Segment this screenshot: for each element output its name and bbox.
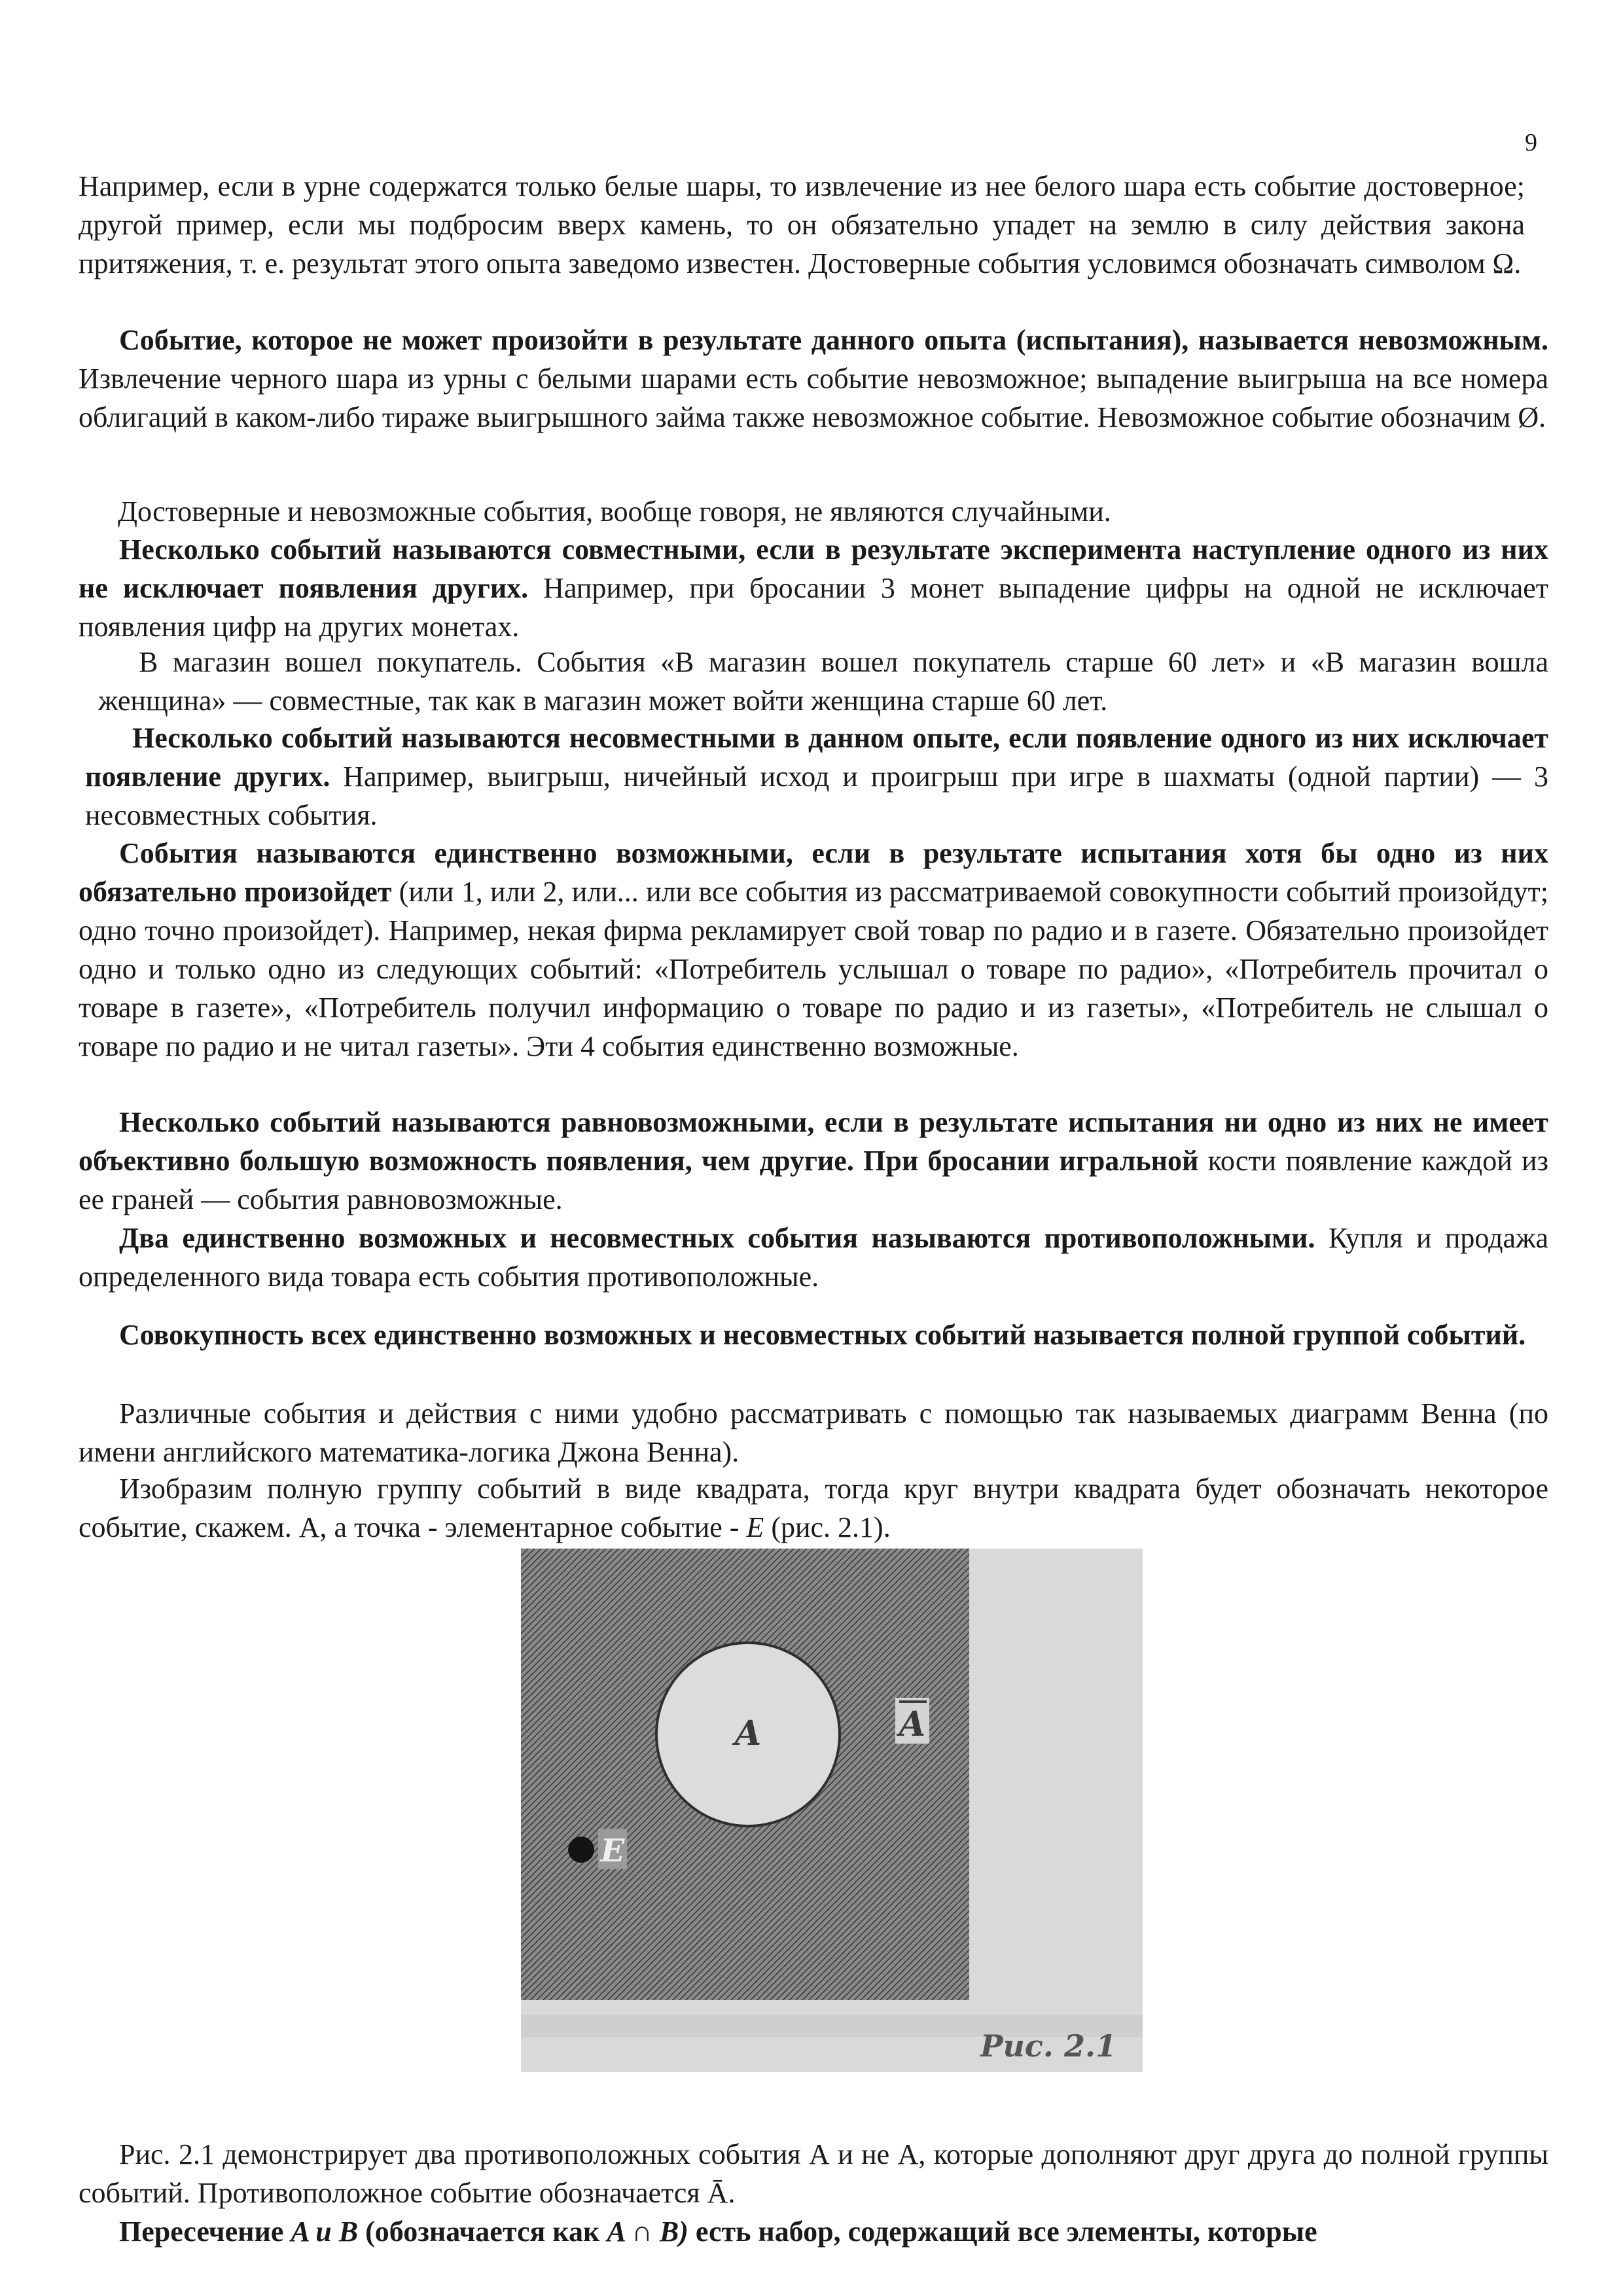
text-incompatible-example: Например, выигрыш, ничейный исход и проигрыш при игре в шахматы (одной партии) — 3 несовместных события. <box>85 761 1548 831</box>
paragraph-figure-explanation: Рис. 2.1 демонстрирует два противоположных события А и не А, которые дополняют друг друга до полной группы событий. Противоположное событие обозначается Ā. <box>79 2138 1548 2209</box>
definition-equally-possible: Несколько событий называются равновозможными, если в результате испытания ни одно из них не имеет объективно большую возможность появления, чем другие. При бросании игральной <box>79 1106 1548 1177</box>
page-number: 9 <box>1525 129 1537 156</box>
text-venn-square: Изобразим полную группу событий в виде квадрата, тогда круг внутри квадрата будет обозначать некоторое событие, скажем. А, а точка - элементарное событие - <box>79 1473 1548 1543</box>
paragraph-venn-intro: Различные события и действия с ними удобно рассматривать с помощью так называемых диаграмм Венна (по имени английского математика-логика Джона Венна). <box>79 1397 1548 1468</box>
text-set-containing: есть набор, содержащий все элементы, которые <box>688 2215 1317 2248</box>
definition-only-possible: События называются единственно возможными, если в результате испытания хотя бы одно из них обязательно произойдет <box>79 837 1548 908</box>
label-not-a: A <box>899 1704 926 1744</box>
text-impossible-examples: Извлечение черного шара из урны с белыми шарами есть событие невозможное; выпадение выигрыша на все номера облигаций в каком-либо тираже выигрышного займа также невозможное событие. Невозможное событие обозначим Ø. <box>79 363 1548 433</box>
definition-compatible: Несколько событий называются совместными, если в результате эксперимента наступление одного из них не исключает появления других. <box>79 533 1548 604</box>
definition-impossible: Событие, которое не может произойти в результате данного опыта (испытания), называется невозможным. <box>119 324 1548 356</box>
paragraph-not-random: Достоверные и невозможные события, вообще говоря, не являются случайными. <box>118 495 1111 528</box>
paragraph-equally-possible-events <box>79 1103 1548 1219</box>
figure-caption: Рис. 2.1 <box>980 2028 1116 2064</box>
text-denoted-as: (обозначается как <box>358 2215 607 2248</box>
paragraph-shop-example: В магазин вошел покупатель. События «В магазин вошел покупатель старше 60 лет» и «В магазин вошла женщина» — совместные, так как в магазин может войти женщина старше 60 лет. <box>98 646 1548 717</box>
elementary-event-point <box>568 1837 594 1863</box>
definition-opposite: Два единственно возможных и несовместных события называются противоположными. <box>119 1222 1315 1254</box>
symbol-a-cap-b: A ∩ B) <box>607 2215 688 2248</box>
paragraph-incompatible-events <box>85 719 1548 834</box>
paragraph-intersection <box>79 2212 1548 2251</box>
paragraph-compatible-events <box>79 530 1548 646</box>
paragraph-complete-group: Совокупность всех единственно возможных и несовместных событий называется полной группой событий. <box>119 1319 1526 1351</box>
paragraph-certain-events: Например, если в урне содержатся только белые шары, то извлечение из нее белого шара есть событие достоверное; другой пример, если мы подбросим вверх камень, то он обязательно упадет на землю в силу действия закона притяжения, т. е. результат этого опыта заведомо известен. Достоверные события условимся обозначать символом Ω. <box>79 170 1525 279</box>
paragraph-venn-square <box>79 1469 1548 1547</box>
symbol-a-and-b: A и B <box>291 2215 359 2248</box>
label-a: A <box>734 1713 762 1753</box>
paragraph-only-possible-events <box>79 834 1548 1066</box>
text-only-possible-example: (или 1, или 2, или... или все события из рассматриваемой совокупности событий произойдут; одно точно произойдет). Например, некая фирма рекламирует свой товар по радио и в газете. Обязательно произойдет одно и только одно из следующих событий: «Потребитель услышал о товаре по радио», «Потребитель прочитал о товаре в газете», «Потребитель получил информацию о товаре по радио и из газеты», «Потребитель не слышал о товаре по радио и не читал газеты». Эти 4 события единственно возможные. <box>79 876 1548 1062</box>
text-figure-ref: (рис. 2.1). <box>764 1511 891 1543</box>
venn-diagram <box>521 1549 1143 2072</box>
text-intersection: Пересечение <box>119 2215 291 2248</box>
text-opposite-example: Купля и продажа определенного вида товара есть события противоположные. <box>79 1222 1549 1293</box>
symbol-e: E <box>746 1511 764 1543</box>
venn-diagram-figure <box>521 1549 1143 2072</box>
text-equally-possible-example: кости появление каждой из ее граней — события равновозможные. <box>79 1145 1549 1215</box>
text-compatible-example: Например, при бросании 3 монет выпадение цифры на одной не исключает появления цифр на других монетах. <box>79 572 1548 643</box>
paragraph-impossible-event <box>79 321 1548 437</box>
definition-incompatible: Несколько событий называются несовместными в данном опыте, если появление одного из них исключает появление других. <box>85 722 1548 793</box>
label-e: E <box>600 1833 625 1869</box>
paragraph-opposite-events <box>79 1219 1548 1296</box>
